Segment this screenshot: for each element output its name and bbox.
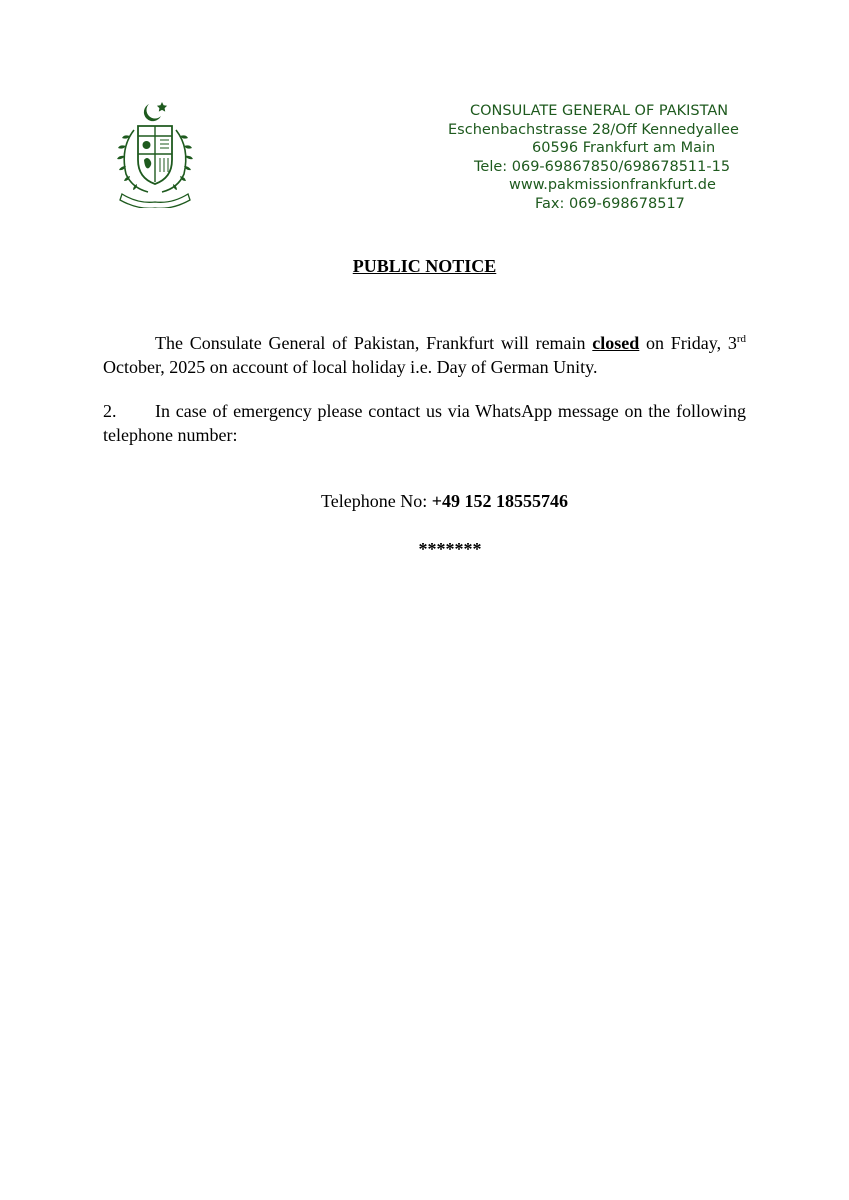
phone-label: Telephone No: [321,491,432,511]
fax-line: Fax: 069-698678517 [535,195,685,212]
paragraph-emergency [103,399,746,447]
para2-text: In case of emergency please contact us via WhatsApp message on the following telephone number: [103,401,746,445]
para1-text-date: on Friday, 3 [639,333,737,353]
para1-text-before: The Consulate General of Pakistan, Frankfurt will remain [155,333,593,353]
letterhead [440,102,780,213]
paragraph-number: 2. [103,401,117,421]
consulate-name: CONSULATE GENERAL OF PAKISTAN [470,103,729,119]
notice-title: PUBLIC NOTICE [352,256,497,276]
closed-emphasis: closed [592,333,640,353]
paragraph-closure [103,331,746,379]
state-emblem-icon [108,98,202,208]
address-street: Eschenbachstrasse 28/Off Kennedyallee [448,121,739,138]
ordinal-suffix: rd [736,333,747,345]
closing-asterisks: ******* [418,539,482,559]
address-city: 60596 Frankfurt am Main [532,140,716,156]
telephone-contact [0,491,849,512]
para1-text-after: October, 2025 on account of local holiday i.e. Day of German Unity. [103,357,598,377]
telephone-line: Tele: 069-69867850/698678511-15 [474,158,731,175]
website-link: www.pakmissionfrankfurt.de [509,177,716,193]
phone-number: +49 152 18555746 [431,491,568,511]
